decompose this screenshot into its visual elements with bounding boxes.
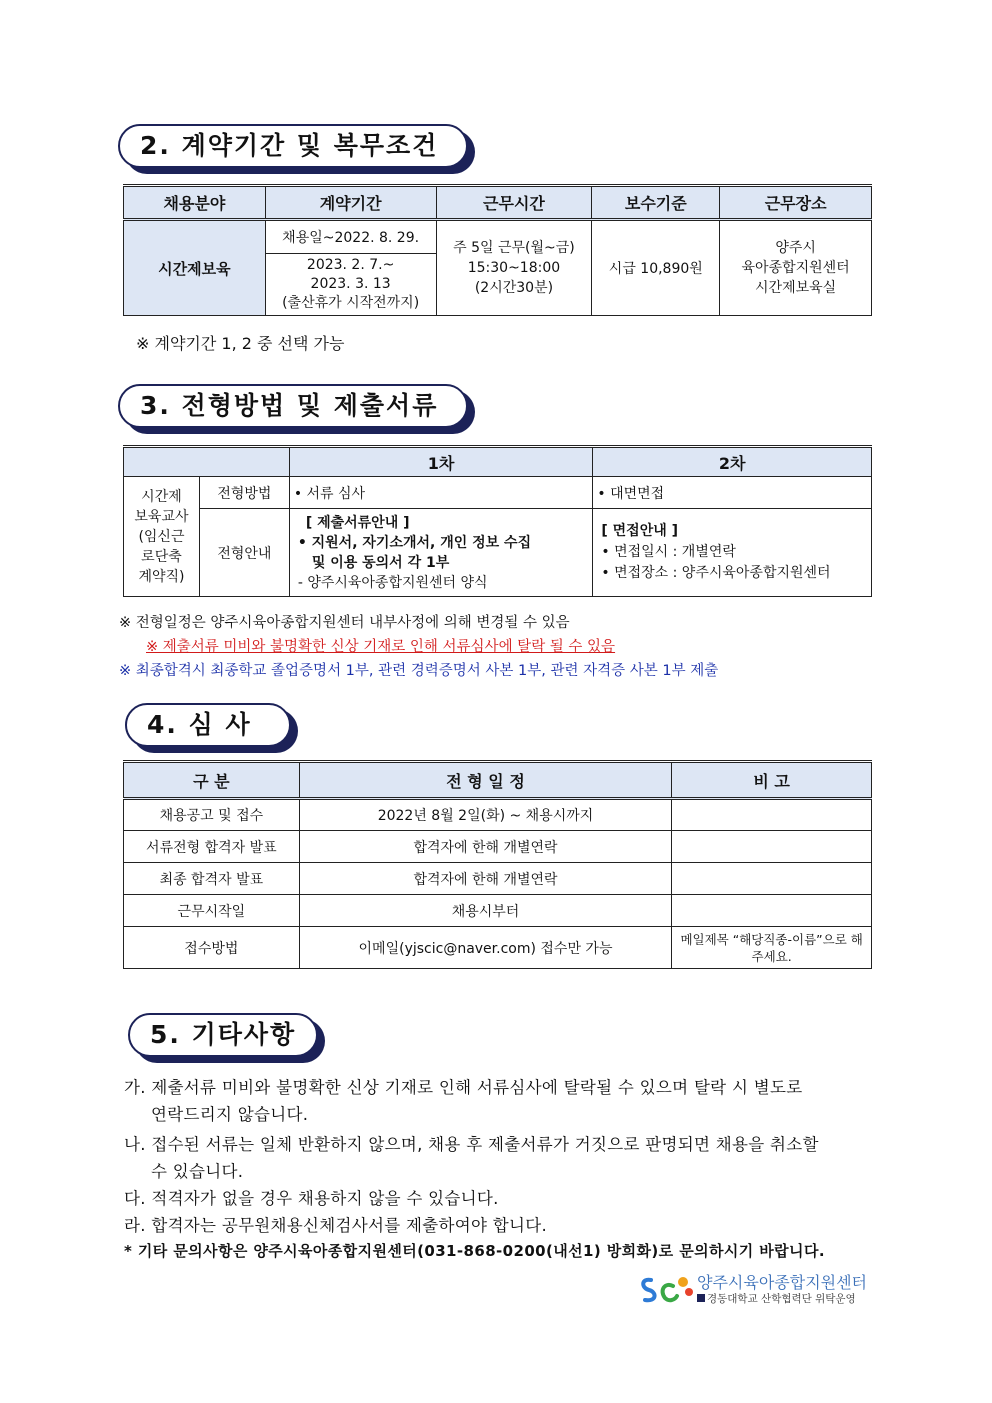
period-2 bbox=[265, 254, 436, 316]
field-cell: 시간제보육 bbox=[124, 220, 266, 316]
etc-item-1: 가. 제출서류 미비와 불명확한 신상 기재로 인해 서류심사에 탈락될 수 있으며 탈락 시 별도로 bbox=[124, 1078, 803, 1097]
guide-1-line-2: 및 이용 동의서 각 1부 bbox=[311, 554, 450, 571]
section-4-heading bbox=[125, 703, 291, 747]
contact-note: * 기타 문의사항은 양주시육아종합지원센터(031-868-0200(내선1) 방희화)로 문의하시기 바랍니다. bbox=[124, 1242, 825, 1260]
place-line-1: 양주시 bbox=[775, 240, 816, 256]
place-line-3: 시간제보육실 bbox=[755, 280, 837, 296]
role-line-4: 로단축 bbox=[141, 548, 182, 565]
row-category: 근무시작일 bbox=[124, 895, 300, 927]
period-2-line-1: 2023. 2. 7.~ bbox=[306, 257, 395, 273]
logo-sub bbox=[697, 1291, 856, 1306]
section-4-title: 4. 심 사 bbox=[125, 703, 291, 747]
col-place: 근무장소 bbox=[720, 186, 872, 220]
review-table bbox=[123, 760, 872, 969]
col-remarks: 비 고 bbox=[672, 762, 872, 799]
period-2-line-2: 2023. 3. 13 bbox=[310, 276, 391, 292]
row-category: 최종 합격자 발표 bbox=[124, 863, 300, 895]
schedule-note: ※ 전형일정은 양주시육아종합지원센터 내부사정에 의해 변경될 수 있음 bbox=[119, 615, 570, 631]
role-line-3: (임신근 bbox=[138, 528, 185, 545]
row-schedule: 이메일(yjscic@naver.com) 접수만 가능 bbox=[299, 927, 672, 969]
contract-note: ※ 계약기간 1, 2 중 선택 가능 bbox=[136, 334, 345, 353]
section-3-title: 3. 전형방법 및 제출서류 bbox=[118, 384, 468, 428]
period-1: 채용일~2022. 8. 29. bbox=[265, 220, 436, 254]
guide-2-title: [ 면접안내 ] bbox=[601, 523, 679, 539]
col-hours: 근무시간 bbox=[436, 186, 592, 220]
role-line-5: 계약직) bbox=[138, 568, 185, 585]
guide-2 bbox=[593, 509, 872, 597]
guide-2-line-1: • 면접일시 : 개별연락 bbox=[601, 544, 736, 560]
etc-item-2-cont: 수 있습니다. bbox=[151, 1162, 244, 1181]
role-cell bbox=[124, 477, 200, 597]
row-remarks bbox=[672, 799, 872, 831]
section-2-heading bbox=[118, 124, 468, 168]
selection-table bbox=[123, 445, 872, 597]
row-category: 채용공고 및 접수 bbox=[124, 799, 300, 831]
logo-sub-text: 경동대학교 산학협력단 위탁운영 bbox=[707, 1293, 856, 1305]
hours-line-2: 15:30~18:00 bbox=[467, 260, 561, 276]
guide-1-line-1: • 지원서, 자기소개서, 개인 정보 수집 bbox=[297, 534, 532, 551]
etc-item-2: 나. 접수된 서류는 일체 반환하지 않으며, 채용 후 제출서류가 거짓으로 판명되면 채용을 취소할 bbox=[124, 1135, 819, 1154]
guide-1-title: [ 제출서류안내 ] bbox=[305, 514, 410, 531]
table-row bbox=[124, 831, 872, 863]
guide-2-line-2: • 면접장소 : 양주시육아종합지원센터 bbox=[601, 565, 831, 581]
table-row bbox=[124, 863, 872, 895]
table-row bbox=[124, 799, 872, 831]
row-category: 서류전형 합격자 발표 bbox=[124, 831, 300, 863]
row-schedule: 2022년 8월 2일(화) ~ 채용시까지 bbox=[299, 799, 672, 831]
col-stage-2: 2차 bbox=[593, 447, 872, 477]
hours-line-1: 주 5일 근무(월~금) bbox=[453, 240, 575, 256]
guide-label: 전형안내 bbox=[199, 509, 289, 597]
method-1: • 서류 심사 bbox=[289, 477, 593, 509]
row-schedule: 채용시부터 bbox=[299, 895, 672, 927]
row-remarks bbox=[672, 895, 872, 927]
etc-item-3: 다. 적격자가 없을 경우 채용하지 않을 수 있습니다. bbox=[124, 1189, 499, 1208]
table-row bbox=[124, 927, 872, 969]
place-line-2: 육아종합지원센터 bbox=[741, 260, 850, 276]
col-schedule: 전 형 일 정 bbox=[299, 762, 672, 799]
center-logo bbox=[637, 1270, 873, 1310]
section-5-heading bbox=[128, 1013, 318, 1057]
row-schedule: 합격자에 한해 개별연락 bbox=[299, 831, 672, 863]
documents-warning: ※ 제출서류 미비와 불명확한 신상 기재로 인해 서류심사에 탈락 될 수 있음 bbox=[146, 639, 616, 655]
col-period: 계약기간 bbox=[265, 186, 436, 220]
logo-mark-icon bbox=[637, 1272, 695, 1308]
final-documents-note: ※ 최종합격시 최종학교 졸업증명서 1부, 관련 경력증명서 사본 1부, 관련 자격증 사본 1부 제출 bbox=[119, 663, 719, 679]
role-line-1: 시간제 bbox=[141, 488, 182, 505]
etc-item-4: 라. 합격자는 공무원채용신체검사서를 제출하여야 합니다. bbox=[124, 1216, 548, 1235]
row-remarks bbox=[672, 831, 872, 863]
table-row bbox=[124, 895, 872, 927]
col-field: 채용분야 bbox=[124, 186, 266, 220]
contract-table bbox=[123, 184, 872, 316]
section-5-title: 5. 기타사항 bbox=[128, 1013, 318, 1057]
col-pay: 보수기준 bbox=[592, 186, 720, 220]
section-2-title: 2. 계약기간 및 복무조건 bbox=[118, 124, 468, 168]
blank-header bbox=[124, 447, 290, 477]
method-label: 전형방법 bbox=[199, 477, 289, 509]
row-schedule: 합격자에 한해 개별연락 bbox=[299, 863, 672, 895]
logo-name: 양주시육아종합지원센터 bbox=[697, 1273, 868, 1292]
university-emblem-icon bbox=[697, 1294, 705, 1302]
section-3-heading bbox=[118, 384, 468, 428]
role-line-2: 보육교사 bbox=[134, 508, 189, 525]
col-stage-1: 1차 bbox=[289, 447, 593, 477]
row-category: 접수방법 bbox=[124, 927, 300, 969]
etc-item-1-cont: 연락드리지 않습니다. bbox=[151, 1105, 309, 1124]
place-cell bbox=[720, 220, 872, 316]
period-2-line-3: (출산휴가 시작전까지) bbox=[282, 295, 420, 311]
guide-1 bbox=[289, 509, 593, 597]
row-remarks: 메일제목 “해당직종-이름”으로 해주세요. bbox=[672, 927, 872, 969]
hours-line-3: (2시간30분) bbox=[474, 280, 554, 296]
pay-cell: 시급 10,890원 bbox=[592, 220, 720, 316]
row-remarks bbox=[672, 863, 872, 895]
hours-cell bbox=[436, 220, 592, 316]
col-category: 구 분 bbox=[124, 762, 300, 799]
guide-1-line-3: - 양주시육아종합지원센터 양식 bbox=[297, 574, 488, 591]
method-2: • 대면면접 bbox=[593, 477, 872, 509]
